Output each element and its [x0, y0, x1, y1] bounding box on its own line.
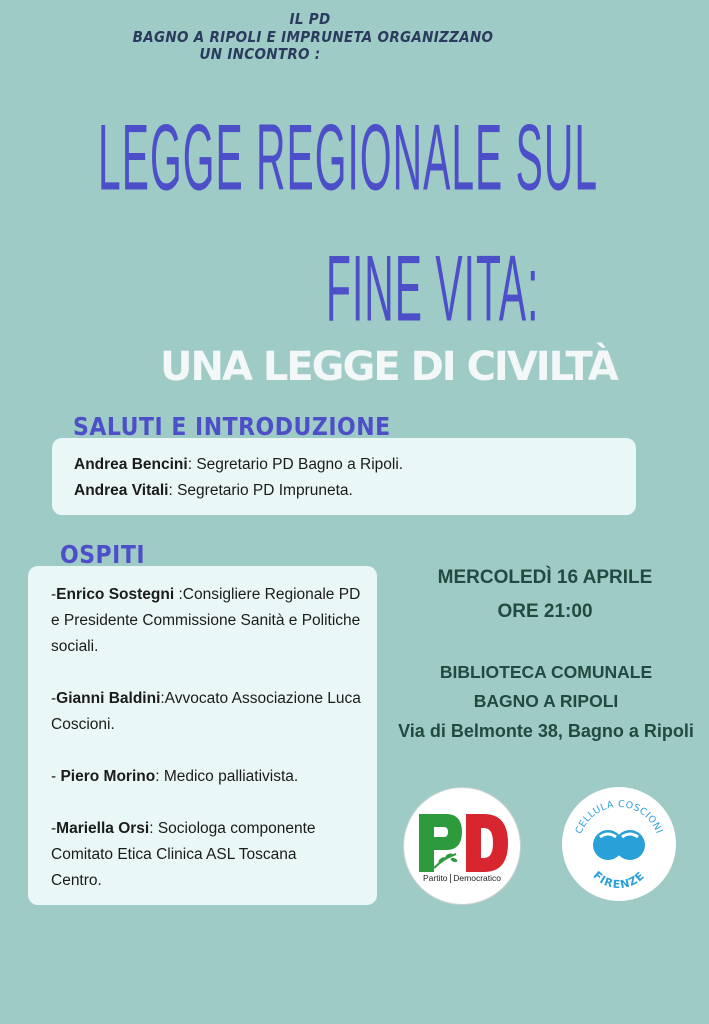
organizer-line-1: IL PD: [289, 10, 331, 28]
ospiti-name: Gianni Baldini: [56, 690, 161, 707]
headline-subtitle: UNA LEGGE DI CIVILTÀ: [160, 344, 617, 390]
saluti-card: [52, 438, 636, 515]
coscioni-logo-graphic: [562, 787, 676, 901]
venue-address: Via di Belmonte 38, Bagno a Ripoli: [398, 721, 694, 741]
ospiti-item: - Piero Morino: Medico palliativista.: [51, 768, 299, 785]
organizer-line-2: BAGNO A RIPOLI E IMPRUNETA ORGANIZZANO: [132, 28, 494, 46]
ospiti-name: Piero Morino: [60, 768, 156, 785]
coscioni-bottom-text: FIRENZE: [590, 868, 648, 892]
ospiti-role: :Avvocato Associazione Luca Coscioni.: [51, 690, 361, 733]
event-date: MERCOLEDÌ 16 APRILE: [437, 567, 653, 588]
pd-logo: [403, 787, 521, 905]
saluti-title: SALUTI E INTRODUZIONE: [73, 413, 391, 442]
ospiti-role: :Consigliere Regionale PD e Presidente Commissione Sanità e Politiche sociali.: [51, 586, 361, 655]
event-time: ORE 21:00: [497, 601, 593, 622]
venue-town: BAGNO A RIPOLI: [473, 691, 619, 711]
ospiti-role: : Sociologa componente Comitato Etica Clinica ASL Toscana Centro.: [51, 820, 316, 889]
ospiti-name: Enrico Sostegni: [56, 586, 175, 603]
saluti-item: [74, 452, 403, 478]
ospiti-card: [28, 566, 377, 905]
ospiti-role: : Medico palliativista.: [155, 768, 299, 785]
coscioni-top-text: CELLULA COSCIONI: [573, 798, 665, 836]
pd-logo-graphic: [404, 788, 520, 904]
saluti-name: Andrea Bencini: [74, 456, 188, 473]
ospiti-name: Mariella Orsi: [56, 820, 150, 837]
svg-text:FIRENZE: [591, 869, 648, 891]
venue-name: BIBLIOTECA COMUNALE: [439, 662, 653, 682]
ospiti-item: -Enrico Sostegni :Consigliere Regionale PD e Presidente Commissione Sanità e Politiche sociali.: [51, 586, 361, 655]
ospiti-title: OSPITI: [60, 541, 146, 570]
ospiti-item: -Mariella Orsi: Sociologa componente Comitato Etica Clinica ASL Toscana Centro.: [51, 820, 316, 889]
svg-text:CELLULA COSCIONI: [574, 799, 665, 836]
saluti-role: : Segretario PD Bagno a Ripoli.: [187, 456, 404, 473]
ospiti-item: -Gianni Baldini:Avvocato Associazione Luca Coscioni.: [51, 690, 361, 733]
organizer-line-3: UN INCONTRO :: [199, 45, 321, 63]
cellula-coscioni-logo: [562, 787, 676, 901]
saluti-item: [74, 478, 353, 504]
headline-line-1: LEGGE REGIONALE SUL: [98, 107, 599, 211]
headline-line-2: FINE VITA:: [326, 238, 540, 342]
saluti-name: Andrea Vitali: [74, 482, 169, 499]
pd-logo-caption: Partito Democratico: [422, 873, 502, 883]
saluti-role: : Segretario PD Impruneta.: [168, 482, 353, 499]
